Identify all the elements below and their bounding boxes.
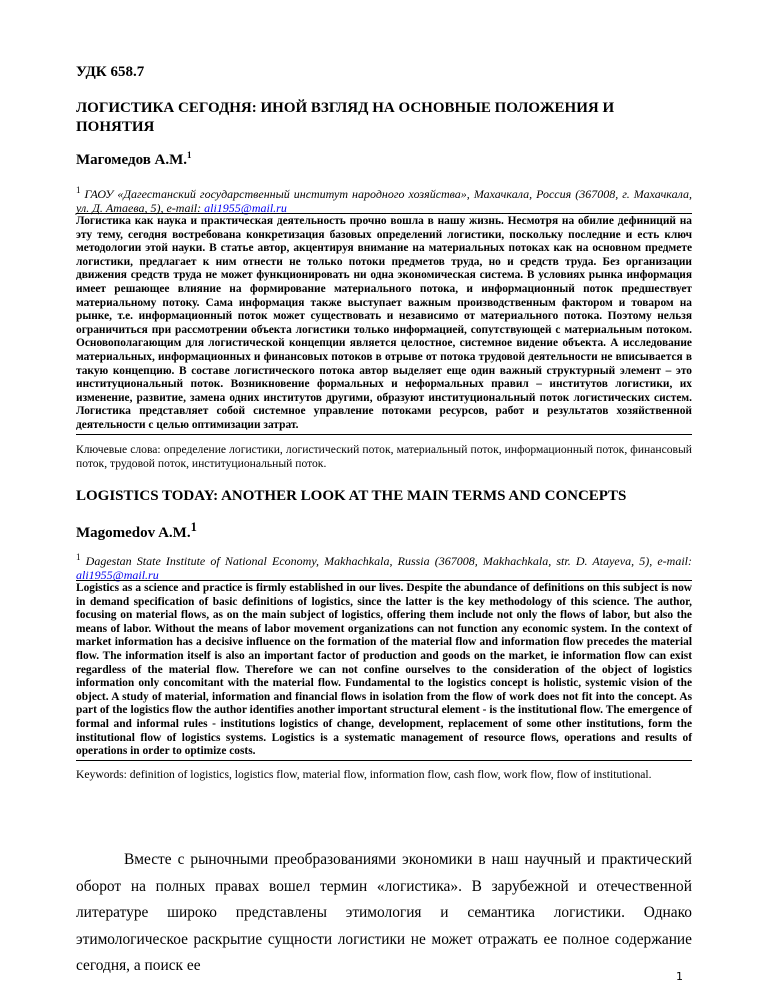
ru-email-link[interactable]: ali1955@mail.ru	[204, 201, 287, 215]
en-affiliation-num: 1	[76, 552, 81, 562]
ru-affiliation	[76, 183, 692, 215]
ru-keywords: Ключевые слова: определение логистики, логистический поток, материальный поток, информационный поток, финансовый поток, трудовой поток, институциональный поток.	[76, 443, 692, 470]
en-abstract: Logistics as a science and practice is firmly established in our lives. Despite the abundance of definitions on this subject is now in demand specification of basic definitions of logistics, since the latter is the key methodology of this science. The author, focusing on material flows, as on the main subject of logistics, offering them include not only the flows of labor, but also the means of labor. Without the means of labor movement organizations can not function any economic system. In the context of market information has a decisive influence on the formation of the material flow and information flow precedes the material flow. The information itself is also an important factor of production and goods on the market, ie information flow can exist regardless of the material flow. Therefore we can not confine ourselves to the consideration of the object of logistics information only concomitant with the material flow. Fundamental to the logistics concept is holistic, systemic vision of the object. A study of material, information and financial flows in isolation from the flow of work does not fit into the concept. As part of the logistics flow the author identifies another important structural element - is the institutional flow. The emergence of formal and informal rules - institutions logistics of change, development, replacement of some other institutions, form the institutional flow of logistics systems. Logistics is a systematic management of resource flows, operations and results of operations in order to optimize costs.	[76, 580, 692, 761]
en-title: LOGISTICS TODAY: ANOTHER LOOK AT THE MAIN TERMS AND CONCEPTS	[76, 488, 627, 504]
en-author-sup: 1	[190, 520, 197, 534]
ru-author-sup: 1	[187, 150, 192, 160]
udk-code: УДК 658.7	[76, 64, 145, 80]
body-paragraph: Вместе с рыночными преобразованиями экономики в наш научный и практический оборот на полных правах вошел термин «логистика». В зарубежной и отечественной литературе широко представлены этимология и семантика логистики. Однако этимологическое раскрытие сущности логистики не может отражать ее полное содержание сегодня, а поиск ее	[76, 851, 692, 974]
en-author-name: Magomedov A.M.	[76, 525, 191, 541]
ru-affiliation-text: ГАОУ «Дагестанский государственный институт народного хозяйства», Махачкала, Россия (367008, г. Махачкала, ул. Д. Атаева, 5), e-mail:	[76, 187, 692, 215]
en-affiliation-text: Dagestan State Institute of National Economy, Makhachkala, Russia (367008, Makhachkala, str. D. Atayeva, 5), e-mail:	[85, 554, 692, 568]
en-keywords: Keywords: definition of logistics, logistics flow, material flow, information flow, cash flow, work flow, flow of institutional.	[76, 768, 652, 781]
en-affiliation	[76, 550, 692, 582]
en-email-link[interactable]: ali1955@mail.ru	[76, 568, 159, 582]
ru-title: ЛОГИСТИКА СЕГОДНЯ: ИНОЙ ВЗГЛЯД НА ОСНОВНЫЕ ПОЛОЖЕНИЯ И ПОНЯТИЯ	[76, 100, 615, 135]
page-number: 1	[676, 970, 683, 983]
ru-abstract: Логистика как наука и практическая деятельность прочно вошла в нашу жизнь. Несмотря на обилие дефиниций на эту тему, сегодня востребована конкретизация базовых определений логистики, поскольку последние и есть ключ методологии этой науки. В статье автор, акцентируя внимание на материальных потоках как на основном предмете логистики, предлагает к ним отнести не только потоки предметов труда, но и средств труда. Без организации движения средств труда не может функционировать ни одна экономическая система. В условиях рынка информация имеет решающее влияние на формирование материального потока, и информационный поток предшествует материальному потоку. Сама информация также выступает важным производственным фактором и товаром на рынке, т.е. информационный поток может существовать и независимо от материального потока. Поэтому нельзя ограничиться при рассмотрении объекта логистики только информацией, сопутствующей с материальным потоком. Основополагающим для логистической концепции является целостное, системное видение объекта. А исследование материальных, информационных и финансовых потоков в отрыве от потока трудовой деятельности не вписывается в такую концепцию. В составе логистического потока автор выделяет еще один важный структурный элемент – это институциональный поток. Возникновение формальных и неформальных правил – институтов логистики, их изменение, развитие, замена одних институтов другими, образуют институциональный поток логистических систем. Логистика представляет собой системное управление потоками ресурсов, работ и результатов хозяйственной деятельности с целью оптимизации затрат.	[76, 213, 692, 435]
ru-author-name: Магомедов А.М.	[76, 152, 188, 168]
en-author	[76, 520, 692, 542]
ru-author	[76, 150, 692, 169]
ru-affiliation-num: 1	[76, 185, 81, 195]
